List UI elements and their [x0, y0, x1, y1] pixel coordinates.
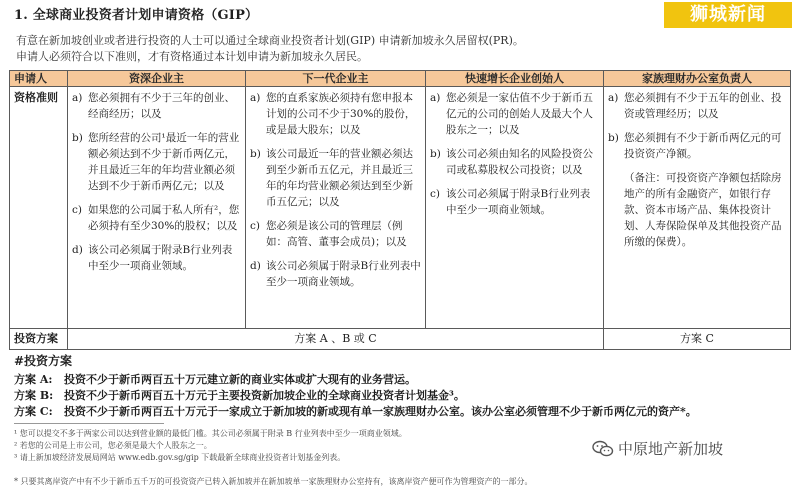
table-header-row — [10, 71, 791, 87]
watermark-footer-text: 中原地产新加坡 — [618, 440, 724, 458]
item-text: 您必须是该公司的管理层（例如：高管、董事会成员)；以及 — [266, 220, 407, 248]
item-text: 您必须拥有不少于三年的创业、经商经历；以及 — [88, 92, 235, 120]
item-letter: c) — [250, 220, 260, 232]
section-title: 1. 全球商业投资者计划申请资格（GIP） — [14, 8, 259, 23]
criteria-cell-family-office-head — [604, 87, 791, 329]
item-text: 您必须是一家估值不少于新币五亿元的公司的创始人及最大个人股东之一；以及 — [446, 92, 593, 136]
plan-c-row — [14, 403, 697, 419]
plans-c-cell: 方案 C — [604, 329, 791, 350]
footnote-4: * 只要其离岸资产中有不少于新币五千万的可投资资产已转入新加坡并在新加坡单一家族理财办公室持有，该离岸资产便可作为管理资产的一部分。 — [14, 477, 533, 486]
criteria-cell-senior-owner — [68, 87, 246, 329]
item-letter: a) — [608, 92, 619, 104]
investment-plans-row — [10, 329, 791, 350]
item-letter: c) — [72, 204, 82, 216]
criteria-cell-fast-growth-founder — [426, 87, 604, 329]
asset-note: （备注：可投资资产净额包括除房地产的所有金融资产，如银行存款、资本市场产品、集体投资计划、人寿保险保单及其他投资产品所缴的保费）。 — [624, 172, 782, 248]
plans-label: 投资方案 — [10, 329, 68, 350]
item-text: 您所经营的公司¹最近一年的营业额必须达到不少于新币两亿元，并且最近三年的年均营业额必须达到不少于新币两亿元；以及 — [88, 132, 240, 192]
criterion-item — [250, 218, 421, 250]
item-text: 该公司最近一年的营业额必须达到至少新币五亿元，并且最近三年的年均营业额必须达到至少新币五亿元；以及 — [266, 148, 413, 208]
item-letter: b) — [250, 148, 261, 160]
item-text: 您的直系家族必须持有您申报本计划的公司不少于30%的股份，或是最大股东；以及 — [266, 92, 416, 136]
watermark-footer — [592, 438, 723, 459]
criterion-item — [250, 90, 421, 138]
footnote-divider — [14, 423, 164, 424]
item-letter: b) — [72, 132, 83, 144]
criterion-item — [72, 90, 241, 122]
plan-b-text: 投资不少于新币两百五十万元于主要投资新加坡企业的全球商业投资者计划基金³。 — [64, 389, 465, 402]
item-letter: b) — [430, 148, 441, 160]
criteria-cell-next-gen-owner — [246, 87, 426, 329]
item-letter: a) — [250, 92, 261, 104]
footnote-2: ² 若您的公司是上市公司，您必须是最大个人股东之一。 — [14, 441, 212, 450]
wechat-icon — [592, 440, 614, 458]
criterion-item — [72, 242, 241, 274]
plan-a-row — [14, 371, 416, 387]
item-text: 您必须拥有不少于五年的创业、投资或管理经历；以及 — [624, 92, 782, 120]
plan-c-text: 投资不少于新币两百五十万元于一家成立于新加坡的新或现有单一家族理财办公室。该办公室必须管理不少于新币两亿元的资产*。 — [64, 405, 697, 418]
item-text: 如果您的公司属于私人所有²，您必须持有至少30%的股权；以及 — [88, 204, 240, 232]
item-text: 您必须拥有不少于新币两亿元的可投资资产净额。 — [624, 132, 782, 160]
criterion-item — [608, 130, 786, 162]
item-letter: a) — [72, 92, 83, 104]
criterion-item — [72, 130, 241, 194]
header-next-gen-owner: 下一代企业主 — [246, 71, 426, 87]
item-letter: a) — [430, 92, 441, 104]
criterion-item — [250, 146, 421, 210]
plan-a-text: 投资不少于新币两百五十万元建立新的商业实体或扩大现有的业务营运。 — [64, 373, 416, 386]
plans-heading: #投资方案 — [14, 354, 73, 368]
plan-b-label: 方案 B: — [14, 389, 54, 402]
eligibility-table — [9, 70, 791, 350]
criterion-item — [250, 258, 421, 290]
item-text: 该公司必须属于附录B行业列表中至少一项商业领域。 — [266, 260, 421, 288]
criteria-label: 资格准则 — [10, 87, 68, 329]
item-letter: d) — [250, 260, 261, 272]
footnote-3: ³ 请上新加坡经济发展局网站 www.edb.gov.sg/gip 下载最新全球商业投资者计划基金列表。 — [14, 453, 346, 462]
header-fast-growth-founder: 快速增长企业创始人 — [426, 71, 604, 87]
item-letter: b) — [608, 132, 619, 144]
header-family-office-head: 家族理财办公室负责人 — [604, 71, 791, 87]
footnote-1: ¹ 您可以提交不多于两家公司以达到营业额的最低门槛。其公司必须属于附录 B 行业列表中至少一项商业领域。 — [14, 429, 407, 438]
item-text: 该公司必须属于附录B行业列表中至少一项商业领域。 — [446, 188, 591, 216]
criterion-item — [430, 90, 599, 138]
plan-b-row — [14, 387, 465, 403]
plan-a-label: 方案 A: — [14, 373, 53, 386]
item-text: 该公司必须由知名的风险投资公司或私募股权公司投资；以及 — [446, 148, 593, 176]
item-text: 该公司必须属于附录B行业列表中至少一项商业领域。 — [88, 244, 233, 272]
criterion-item — [608, 90, 786, 122]
criterion-item — [430, 146, 599, 178]
header-senior-owner: 资深企业主 — [68, 71, 246, 87]
criteria-row — [10, 87, 791, 329]
item-letter: c) — [430, 188, 440, 200]
header-applicant: 申请人 — [10, 71, 68, 87]
watermark-badge: 狮城新闻 — [664, 2, 792, 28]
plans-abc-cell: 方案 A 、B 或 C — [68, 329, 604, 350]
intro-line-2: 申请人必须符合以下准则，才有资格通过本计划申请为新加坡永久居民。 — [16, 50, 368, 63]
item-letter: d) — [72, 244, 83, 256]
plan-c-label: 方案 C: — [14, 405, 53, 418]
criterion-item — [72, 202, 241, 234]
criterion-item — [430, 186, 599, 218]
intro-line-1: 有意在新加坡创业或者进行投资的人士可以通过全球商业投资者计划(GIP) 申请新加坡永久居留权(PR)。 — [16, 34, 524, 47]
